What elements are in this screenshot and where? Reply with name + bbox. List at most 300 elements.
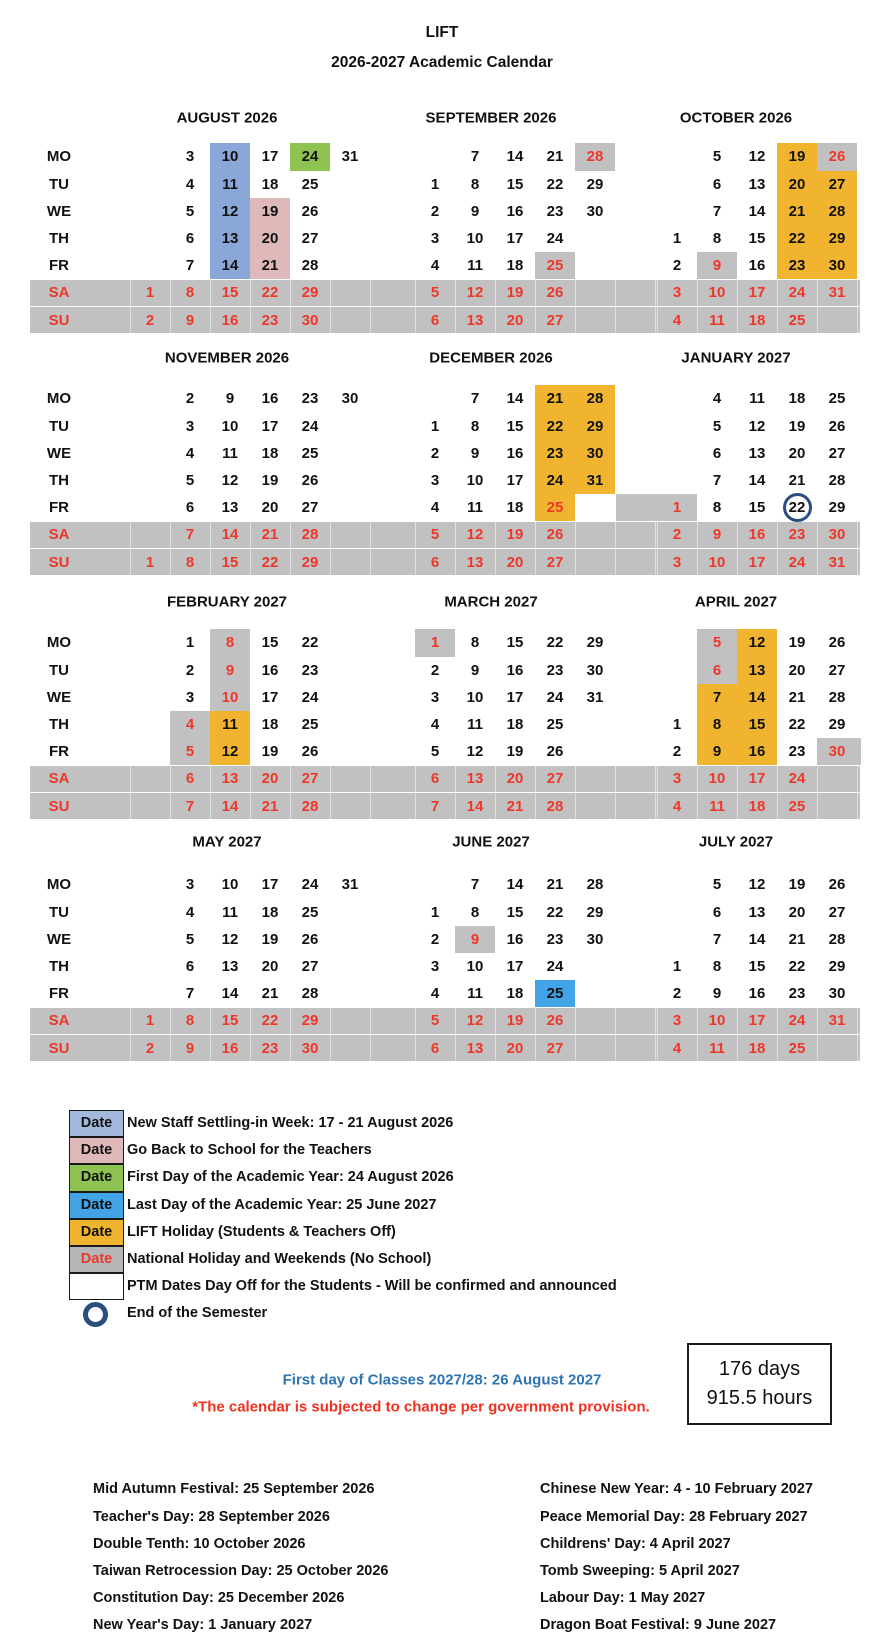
day-cell: 1 [145,1012,155,1030]
day-cell: 12 [748,876,766,894]
day-cell: 6 [712,903,722,921]
day-cell: 25 [301,175,319,193]
day-cell: 17 [748,553,766,571]
day-cell: 23 [788,985,806,1003]
day-cell: 12 [210,198,250,225]
day-cell: 16 [221,311,239,329]
weekday-label: MO [46,390,72,408]
day-cell: 5 [185,202,195,220]
day-cell: 18 [748,797,766,815]
day-cell: 19 [788,876,806,894]
weekday-label: TU [49,661,69,679]
holiday-item: Childrens' Day: 4 April 2027 [540,1535,731,1552]
day-cell: 22 [788,716,806,733]
day-cell: 18 [261,716,279,733]
holiday-item: New Year's Day: 1 January 2027 [93,1617,313,1634]
day-cell: 21 [261,797,279,815]
day-cell: 1 [672,716,682,733]
day-cell: 6 [430,770,440,788]
month-header: NOVEMBER 2026 [164,349,290,367]
day-cell: 28 [301,797,319,815]
day-cell: 15 [261,634,279,652]
day-cell: 30 [828,526,846,544]
day-cell: 2 [430,202,440,220]
day-cell: 4 [430,985,440,1003]
day-cell: 30 [817,252,857,279]
day-cell: 26 [817,143,857,170]
end-of-semester-circle [783,493,812,522]
day-cell: 28 [586,876,604,894]
day-cell: 24 [788,770,806,788]
day-cell: 8 [470,417,480,435]
day-cell: 12 [210,738,250,765]
day-cell: 23 [546,202,564,220]
month-header: SEPTEMBER 2026 [425,109,557,127]
day-cell: 26 [301,472,319,489]
day-cell: 15 [221,553,239,571]
day-cell: 29 [301,553,319,571]
day-cell: 6 [697,657,737,684]
holiday-item: Tomb Sweeping: 5 April 2027 [540,1563,740,1579]
day-cell: 10 [210,684,250,711]
day-cell: 5 [712,876,722,894]
day-cell: 22 [546,634,564,652]
day-cell: 6 [185,499,195,517]
month-header: MAY 2027 [192,833,262,851]
day-cell: 16 [748,985,766,1003]
day-cell: 19 [250,198,290,225]
day-cell: 28 [828,472,846,489]
summary-hours: 915.5 hours [706,1387,813,1409]
day-cell: 20 [506,311,524,329]
weekday-label: FR [49,499,69,517]
day-cell: 31 [828,553,846,571]
day-cell: 29 [301,1012,319,1030]
day-cell: 20 [261,958,279,975]
day-cell: 25 [535,980,575,1007]
day-cell: 1 [145,553,155,571]
legend-swatch: Date [69,1110,124,1137]
day-cell: 18 [506,499,524,517]
holiday-item: Labour Day: 1 May 2027 [540,1590,706,1607]
day-cell: 2 [672,985,682,1003]
day-cell: 3 [672,1012,682,1030]
day-cell: 11 [709,797,725,815]
weekday-label: TH [49,230,69,247]
day-cell: 29 [817,225,857,252]
day-cell: 11 [222,444,238,462]
weekday-label: WE [46,688,72,706]
day-cell: 5 [712,148,722,166]
day-cell: 17 [261,876,279,894]
day-cell: 9 [712,526,722,544]
day-cell: 30 [586,202,604,220]
legend-label: Go Back to School for the Teachers [127,1142,372,1159]
day-cell: 16 [261,390,279,408]
band-tick [130,766,131,819]
day-cell: 27 [546,553,564,571]
day-cell: 8 [712,499,722,517]
day-cell: 8 [185,1012,195,1030]
day-cell: 7 [185,257,195,275]
day-cell: 26 [301,202,319,220]
day-cell: 18 [748,1039,766,1057]
day-cell: 29 [301,284,319,302]
day-cell: 4 [185,444,195,462]
day-cell: 13 [737,657,777,684]
day-cell: 29 [828,499,846,517]
day-cell: 5 [712,417,722,435]
day-cell: 28 [828,930,846,948]
day-cell: 17 [748,1012,766,1030]
day-cell: 17 [748,770,766,788]
day-cell: 1 [185,634,195,652]
legend-swatch [69,1273,124,1300]
day-cell: 22 [301,634,319,652]
day-cell: 19 [261,743,279,761]
day-cell: 3 [672,284,682,302]
gray-trail-patch [857,738,861,765]
holiday-item: Peace Memorial Day: 28 February 2027 [540,1508,808,1525]
day-cell: 22 [788,958,806,975]
day-cell: 21 [546,876,564,894]
day-cell: 2 [145,1039,155,1057]
day-cell: 22 [546,903,564,921]
day-cell: 29 [828,716,846,733]
legend-swatch: Date [69,1164,124,1191]
day-cell: 10 [708,284,726,302]
day-cell: 26 [828,634,846,652]
day-cell: 23 [546,930,564,948]
day-cell: 25 [546,716,564,733]
day-cell: 4 [672,311,682,329]
band-tick [615,522,616,575]
day-cell: 9 [470,661,480,679]
day-cell: 2 [145,311,155,329]
day-cell: 1 [672,958,682,975]
day-cell: 3 [185,688,195,706]
holiday-item: Mid Autumn Festival: 25 September 2026 [93,1481,375,1498]
day-cell: 25 [535,494,575,521]
day-cell: 21 [535,385,575,412]
day-cell: 14 [221,526,239,544]
day-cell: 24 [535,467,575,494]
day-cell: 20 [506,553,524,571]
day-cell: 15 [221,1012,239,1030]
day-cell: 31 [341,148,359,166]
day-cell: 1 [145,284,155,302]
day-cell: 7 [697,684,737,711]
day-cell: 18 [788,390,806,408]
day-cell: 13 [748,444,766,462]
month-header: DECEMBER 2026 [429,349,553,367]
day-cell: 14 [506,390,524,408]
day-cell: 17 [261,688,279,706]
day-cell: 23 [777,252,817,279]
day-cell: 24 [546,688,564,706]
day-cell: 5 [697,629,737,656]
day-cell: 24 [301,688,319,706]
day-cell: 27 [301,499,319,517]
day-cell: 28 [817,198,857,225]
day-cell: 13 [221,770,239,788]
day-cell: 8 [712,958,722,975]
legend-circle-icon [83,1302,108,1327]
day-cell: 19 [788,417,806,435]
day-cell: 6 [430,1039,440,1057]
day-cell: 20 [261,770,279,788]
day-cell: 22 [777,225,817,252]
day-cell: 30 [817,738,857,765]
day-cell: 18 [506,985,524,1003]
day-cell: 28 [301,985,319,1003]
day-cell: 26 [301,743,319,761]
day-cell: 9 [697,738,737,765]
weekday-label: WE [46,202,72,220]
day-cell: 30 [586,661,604,679]
weekday-label: SU [48,797,70,815]
month-header: OCTOBER 2026 [679,109,793,127]
day-cell: 21 [506,797,524,815]
day-cell: 30 [341,390,359,408]
day-cell: 30 [301,311,319,329]
day-cell: 26 [301,930,319,948]
day-cell: 15 [748,230,766,247]
day-cell: 20 [777,171,817,198]
day-cell: 14 [737,684,777,711]
day-cell: 12 [466,743,484,761]
day-cell: 29 [586,175,604,193]
gray-lead-patch [616,494,657,521]
day-cell: 21 [788,930,806,948]
summary-box [687,1343,832,1425]
day-cell: 2 [185,661,195,679]
day-cell: 5 [430,743,440,761]
weekday-label: SU [48,311,70,329]
day-cell: 24 [301,876,319,894]
day-cell: 24 [546,958,564,975]
day-cell: 10 [708,1012,726,1030]
day-cell: 4 [672,1039,682,1057]
day-cell: 13 [748,903,766,921]
day-cell: 11 [709,1039,725,1057]
day-cell: 30 [301,1039,319,1057]
day-cell: 16 [221,1039,239,1057]
day-cell: 30 [575,440,615,467]
day-cell: 26 [546,284,564,302]
day-cell: 12 [466,1012,484,1030]
month-header: AUGUST 2026 [176,109,278,127]
holiday-item: Teacher's Day: 28 September 2026 [93,1508,330,1525]
day-cell: 28 [828,688,846,706]
day-cell: 14 [748,202,766,220]
day-cell: 17 [506,472,524,489]
band-tick [615,280,616,333]
day-cell: 16 [748,257,766,275]
band-tick [370,766,371,819]
holiday-item: Double Tenth: 10 October 2026 [93,1535,306,1552]
day-cell: 3 [185,148,195,166]
day-cell: 20 [788,444,806,462]
weekday-label: FR [49,743,69,761]
day-cell: 24 [788,1012,806,1030]
day-cell: 9 [185,311,195,329]
day-cell: 23 [788,526,806,544]
day-cell: 17 [261,417,279,435]
day-cell: 5 [430,284,440,302]
day-cell: 23 [546,661,564,679]
day-cell: 20 [506,770,524,788]
day-cell: 27 [546,770,564,788]
legend-label: National Holiday and Weekends (No School) [127,1251,432,1267]
day-cell: 11 [709,311,725,329]
day-cell: 9 [455,926,495,953]
weekday-label: WE [46,444,72,462]
day-cell: 7 [430,797,440,815]
day-cell: 11 [210,171,250,198]
day-cell: 5 [430,526,440,544]
day-cell: 30 [828,985,846,1003]
day-cell: 4 [430,499,440,517]
day-cell: 1 [430,417,440,435]
legend-label: LIFT Holiday (Students & Teachers Off) [127,1223,396,1240]
day-cell: 29 [828,958,846,975]
day-cell: 11 [467,499,483,517]
day-cell: 26 [546,526,564,544]
day-cell: 27 [301,770,319,788]
day-cell: 20 [506,1039,524,1057]
month-header: MARCH 2027 [444,593,538,611]
day-cell: 4 [672,797,682,815]
day-cell: 9 [712,985,722,1003]
holiday-item: Chinese New Year: 4 - 10 February 2027 [540,1481,813,1498]
legend-swatch: Date [69,1192,124,1219]
day-cell: 13 [466,770,484,788]
day-cell: 19 [506,526,524,544]
day-cell: 24 [290,143,330,170]
day-cell: 27 [301,958,319,975]
day-cell: 7 [185,985,195,1003]
day-cell: 6 [185,770,195,788]
day-cell: 18 [748,311,766,329]
day-cell: 20 [788,661,806,679]
legend-label: End of the Semester [127,1305,268,1322]
day-cell: 7 [470,876,480,894]
day-cell: 19 [261,472,279,489]
day-cell: 29 [575,413,615,440]
day-cell: 13 [748,175,766,193]
day-cell: 16 [506,661,524,679]
day-cell: 9 [470,202,480,220]
holiday-item: Constitution Day: 25 December 2026 [93,1590,345,1607]
day-cell: 14 [466,797,484,815]
day-cell: 10 [221,876,239,894]
day-cell: 21 [777,198,817,225]
day-cell: 12 [466,284,484,302]
weekday-label: SA [48,1012,70,1030]
day-cell: 1 [657,494,697,521]
day-cell: 21 [250,252,290,279]
day-cell: 21 [546,148,564,166]
day-cell: 11 [210,711,250,738]
weekday-label: TU [49,417,69,435]
day-cell: 2 [430,444,440,462]
day-cell: 21 [261,985,279,1003]
day-cell: 2 [430,930,440,948]
day-cell: 27 [828,903,846,921]
day-cell: 10 [466,688,484,706]
day-cell: 28 [546,797,564,815]
page-title: LIFT [425,24,459,41]
day-cell: 10 [210,143,250,170]
day-cell: 6 [430,311,440,329]
legend-label: Last Day of the Academic Year: 25 June 2027 [127,1196,437,1213]
day-cell: 5 [185,472,195,489]
day-cell: 18 [506,716,524,733]
day-cell: 5 [185,930,195,948]
day-cell: 3 [430,230,440,247]
day-cell: 7 [185,526,195,544]
day-cell: 25 [788,311,806,329]
day-cell: 16 [506,930,524,948]
month-header: JANUARY 2027 [681,349,791,367]
day-cell: 20 [788,903,806,921]
weekday-label: SA [48,770,70,788]
day-cell: 23 [788,743,806,761]
day-cell: 25 [301,903,319,921]
day-cell: 16 [506,202,524,220]
day-cell: 15 [748,499,766,517]
day-cell: 17 [748,284,766,302]
day-cell: 24 [546,230,564,247]
day-cell: 18 [261,903,279,921]
day-cell: 10 [708,553,726,571]
day-cell: 5 [170,738,210,765]
day-cell: 31 [341,876,359,894]
day-cell: 2 [672,526,682,544]
day-cell: 21 [788,688,806,706]
day-cell: 15 [506,417,524,435]
day-cell: 20 [261,499,279,517]
day-cell: 3 [430,958,440,975]
day-cell: 15 [737,711,777,738]
day-cell: 17 [261,148,279,166]
band-tick [857,766,858,819]
day-cell: 8 [210,629,250,656]
day-cell: 29 [586,903,604,921]
day-cell: 6 [185,958,195,975]
day-cell: 3 [430,472,440,489]
band-tick [655,1008,656,1061]
day-cell: 18 [261,444,279,462]
day-cell: 12 [737,629,777,656]
day-cell: 28 [575,143,615,170]
day-cell: 9 [225,390,235,408]
day-cell: 4 [430,257,440,275]
weekday-label: MO [46,148,72,166]
month-header: FEBRUARY 2027 [166,593,288,611]
band-tick [615,766,616,819]
day-cell: 2 [672,257,682,275]
day-cell: 4 [185,903,195,921]
weekday-label: MO [46,876,72,894]
day-cell: 22 [261,284,279,302]
weekday-label: TU [49,903,69,921]
day-cell: 8 [470,634,480,652]
day-cell: 6 [712,444,722,462]
day-cell: 11 [222,903,238,921]
summary-days: 176 days [718,1358,801,1380]
